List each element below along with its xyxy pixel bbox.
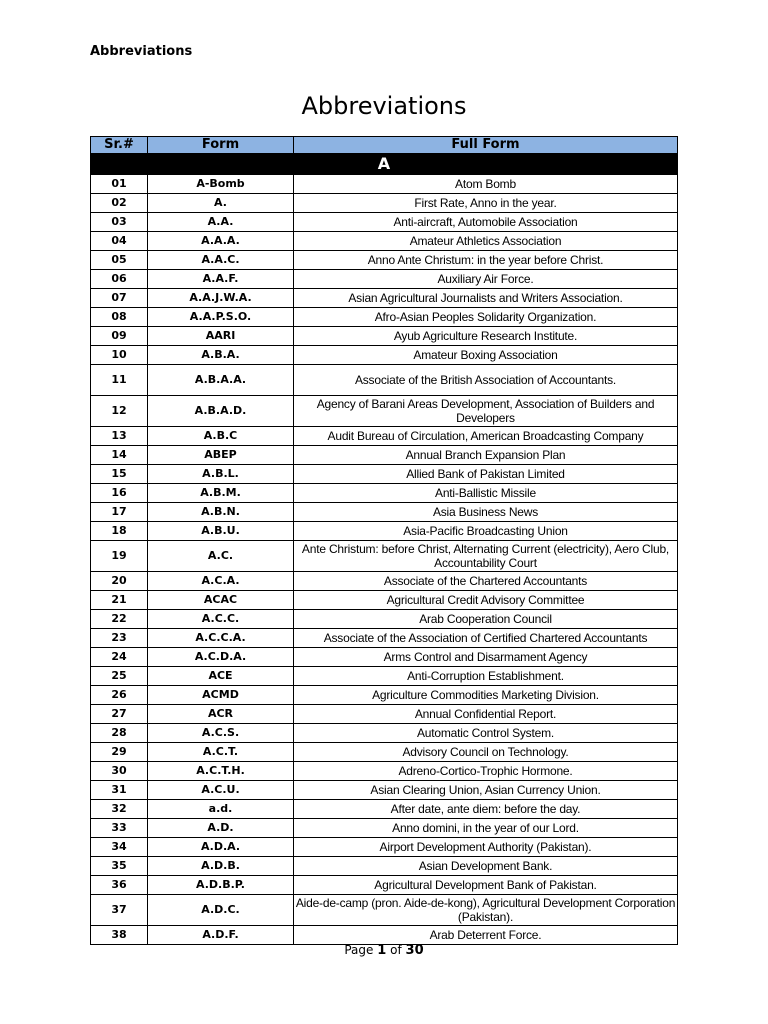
- sr-cell: 35: [91, 857, 148, 876]
- sr-cell: 34: [91, 838, 148, 857]
- form-cell: A.C.C.: [148, 610, 294, 629]
- page-footer: [0, 943, 768, 958]
- form-cell: A.: [148, 194, 294, 213]
- form-cell: A.C.T.: [148, 743, 294, 762]
- sr-cell: 01: [91, 175, 148, 194]
- form-cell: A.A.A.: [148, 232, 294, 251]
- sr-cell: 04: [91, 232, 148, 251]
- form-cell: A.C.U.: [148, 781, 294, 800]
- full-form-cell: Arms Control and Disarmament Agency: [294, 648, 678, 667]
- table-row: [91, 175, 678, 194]
- full-form-cell: Anti-aircraft, Automobile Association: [294, 213, 678, 232]
- full-form-cell: Arab Deterrent Force.: [294, 926, 678, 945]
- table-row: [91, 724, 678, 743]
- form-cell: A.B.C: [148, 427, 294, 446]
- table-row: [91, 194, 678, 213]
- form-cell: ACAC: [148, 591, 294, 610]
- table-row: [91, 705, 678, 724]
- full-form-cell: After date, ante diem: before the day.: [294, 800, 678, 819]
- full-form-cell: First Rate, Anno in the year.: [294, 194, 678, 213]
- table-row: [91, 667, 678, 686]
- sr-cell: 06: [91, 270, 148, 289]
- table-row: [91, 484, 678, 503]
- table-row: [91, 610, 678, 629]
- running-header: Abbreviations: [90, 44, 193, 59]
- full-form-cell: Annual Confidential Report.: [294, 705, 678, 724]
- full-form-cell: Agricultural Development Bank of Pakistan.: [294, 876, 678, 895]
- full-form-cell: Allied Bank of Pakistan Limited: [294, 465, 678, 484]
- form-cell: ACR: [148, 705, 294, 724]
- form-cell: ACMD: [148, 686, 294, 705]
- full-form-cell: Asian Agricultural Journalists and Writers Association.: [294, 289, 678, 308]
- table-row: [91, 503, 678, 522]
- table-row: [91, 213, 678, 232]
- table-row: [91, 289, 678, 308]
- table-row: [91, 838, 678, 857]
- sr-cell: 31: [91, 781, 148, 800]
- table-row: [91, 895, 678, 926]
- sr-cell: 21: [91, 591, 148, 610]
- table-row: [91, 308, 678, 327]
- full-form-cell: Asia Business News: [294, 503, 678, 522]
- table-row: [91, 781, 678, 800]
- table-row: [91, 465, 678, 484]
- form-cell: A.A.: [148, 213, 294, 232]
- sr-cell: 24: [91, 648, 148, 667]
- full-form-cell: Anti-Corruption Establishment.: [294, 667, 678, 686]
- full-form-cell: Agency of Barani Areas Development, Association of Builders and Developers: [294, 396, 678, 427]
- form-cell: A.C.S.: [148, 724, 294, 743]
- form-cell: A.B.N.: [148, 503, 294, 522]
- sr-cell: 14: [91, 446, 148, 465]
- form-cell: A.C.T.H.: [148, 762, 294, 781]
- sr-cell: 02: [91, 194, 148, 213]
- sr-cell: 13: [91, 427, 148, 446]
- form-cell: A-Bomb: [148, 175, 294, 194]
- form-cell: AARI: [148, 327, 294, 346]
- sr-cell: 11: [91, 365, 148, 396]
- sr-cell: 37: [91, 895, 148, 926]
- table-row: [91, 365, 678, 396]
- sr-cell: 05: [91, 251, 148, 270]
- table-row: [91, 522, 678, 541]
- table-row: [91, 762, 678, 781]
- form-cell: A.B.A.A.: [148, 365, 294, 396]
- sr-cell: 15: [91, 465, 148, 484]
- table-row: [91, 270, 678, 289]
- abbreviations-table: [90, 136, 678, 945]
- of-word: of: [390, 943, 402, 957]
- full-form-cell: Anno domini, in the year of our Lord.: [294, 819, 678, 838]
- form-cell: A.C.C.A.: [148, 629, 294, 648]
- sr-cell: 09: [91, 327, 148, 346]
- sr-cell: 25: [91, 667, 148, 686]
- form-cell: A.B.L.: [148, 465, 294, 484]
- full-form-cell: Aide-de-camp (pron. Aide-de-kong), Agricultural Development Corporation (Pakistan).: [294, 895, 678, 926]
- full-form-cell: Asia-Pacific Broadcasting Union: [294, 522, 678, 541]
- sr-cell: 07: [91, 289, 148, 308]
- sr-cell: 16: [91, 484, 148, 503]
- sr-cell: 27: [91, 705, 148, 724]
- full-form-cell: Associate of the Association of Certified Chartered Accountants: [294, 629, 678, 648]
- table-row: [91, 686, 678, 705]
- sr-cell: 29: [91, 743, 148, 762]
- full-form-cell: Arab Cooperation Council: [294, 610, 678, 629]
- form-cell: a.d.: [148, 800, 294, 819]
- full-form-cell: Associate of the British Association of Accountants.: [294, 365, 678, 396]
- full-form-cell: Agricultural Credit Advisory Committee: [294, 591, 678, 610]
- table-row: [91, 446, 678, 465]
- table-row: [91, 396, 678, 427]
- sr-cell: 19: [91, 541, 148, 572]
- full-form-cell: Anti-Ballistic Missile: [294, 484, 678, 503]
- section-row: [91, 154, 678, 175]
- sr-cell: 20: [91, 572, 148, 591]
- table-row: [91, 572, 678, 591]
- form-cell: A.C.D.A.: [148, 648, 294, 667]
- sr-cell: 12: [91, 396, 148, 427]
- column-header-form: Form: [148, 137, 294, 154]
- sr-cell: 23: [91, 629, 148, 648]
- page-word: Page: [344, 943, 374, 957]
- full-form-cell: Atom Bomb: [294, 175, 678, 194]
- full-form-cell: Asian Development Bank.: [294, 857, 678, 876]
- table-row: [91, 629, 678, 648]
- sr-cell: 28: [91, 724, 148, 743]
- sr-cell: 38: [91, 926, 148, 945]
- full-form-cell: Audit Bureau of Circulation, American Broadcasting Company: [294, 427, 678, 446]
- form-cell: ABEP: [148, 446, 294, 465]
- table-row: [91, 926, 678, 945]
- column-header-sr: Sr.#: [91, 137, 148, 154]
- full-form-cell: Auxiliary Air Force.: [294, 270, 678, 289]
- form-cell: A.D.B.: [148, 857, 294, 876]
- table-row: [91, 648, 678, 667]
- full-form-cell: Airport Development Authority (Pakistan).: [294, 838, 678, 857]
- sr-cell: 26: [91, 686, 148, 705]
- full-form-cell: Automatic Control System.: [294, 724, 678, 743]
- sr-cell: 03: [91, 213, 148, 232]
- full-form-cell: Adreno-Cortico-Trophic Hormone.: [294, 762, 678, 781]
- full-form-cell: Amateur Boxing Association: [294, 346, 678, 365]
- full-form-cell: Afro-Asian Peoples Solidarity Organization.: [294, 308, 678, 327]
- sr-cell: 18: [91, 522, 148, 541]
- form-cell: A.C.: [148, 541, 294, 572]
- page-title: Abbreviations: [301, 92, 467, 120]
- table-row: [91, 232, 678, 251]
- full-form-cell: Agriculture Commodities Marketing Division.: [294, 686, 678, 705]
- form-cell: A.A.C.: [148, 251, 294, 270]
- table-row: [91, 819, 678, 838]
- full-form-cell: Ayub Agriculture Research Institute.: [294, 327, 678, 346]
- table-row: [91, 327, 678, 346]
- form-cell: ACE: [148, 667, 294, 686]
- table-row: [91, 800, 678, 819]
- section-letter: A: [91, 154, 678, 175]
- form-cell: A.B.M.: [148, 484, 294, 503]
- table-row: [91, 346, 678, 365]
- form-cell: A.D.B.P.: [148, 876, 294, 895]
- full-form-cell: Advisory Council on Technology.: [294, 743, 678, 762]
- form-cell: A.D.C.: [148, 895, 294, 926]
- full-form-cell: Asian Clearing Union, Asian Currency Union.: [294, 781, 678, 800]
- table-row: [91, 857, 678, 876]
- form-cell: A.B.U.: [148, 522, 294, 541]
- form-cell: A.D.F.: [148, 926, 294, 945]
- form-cell: A.A.P.S.O.: [148, 308, 294, 327]
- table-row: [91, 541, 678, 572]
- table-row: [91, 591, 678, 610]
- table-header-row: [91, 137, 678, 154]
- sr-cell: 30: [91, 762, 148, 781]
- form-cell: A.A.F.: [148, 270, 294, 289]
- full-form-cell: Anno Ante Christum: in the year before Christ.: [294, 251, 678, 270]
- table-row: [91, 427, 678, 446]
- sr-cell: 33: [91, 819, 148, 838]
- total-pages: 30: [405, 943, 424, 958]
- form-cell: A.D.: [148, 819, 294, 838]
- column-header-full-form: Full Form: [294, 137, 678, 154]
- sr-cell: 17: [91, 503, 148, 522]
- form-cell: A.C.A.: [148, 572, 294, 591]
- sr-cell: 08: [91, 308, 148, 327]
- current-page-number: 1: [377, 943, 387, 958]
- sr-cell: 36: [91, 876, 148, 895]
- full-form-cell: Amateur Athletics Association: [294, 232, 678, 251]
- form-cell: A.A.J.W.A.: [148, 289, 294, 308]
- full-form-cell: Annual Branch Expansion Plan: [294, 446, 678, 465]
- sr-cell: 22: [91, 610, 148, 629]
- full-form-cell: Associate of the Chartered Accountants: [294, 572, 678, 591]
- form-cell: A.D.A.: [148, 838, 294, 857]
- table-row: [91, 251, 678, 270]
- table-row: [91, 743, 678, 762]
- sr-cell: 10: [91, 346, 148, 365]
- table-row: [91, 876, 678, 895]
- form-cell: A.B.A.: [148, 346, 294, 365]
- form-cell: A.B.A.D.: [148, 396, 294, 427]
- sr-cell: 32: [91, 800, 148, 819]
- full-form-cell: Ante Christum: before Christ, Alternating Current (electricity), Aero Club, Accountability Court: [294, 541, 678, 572]
